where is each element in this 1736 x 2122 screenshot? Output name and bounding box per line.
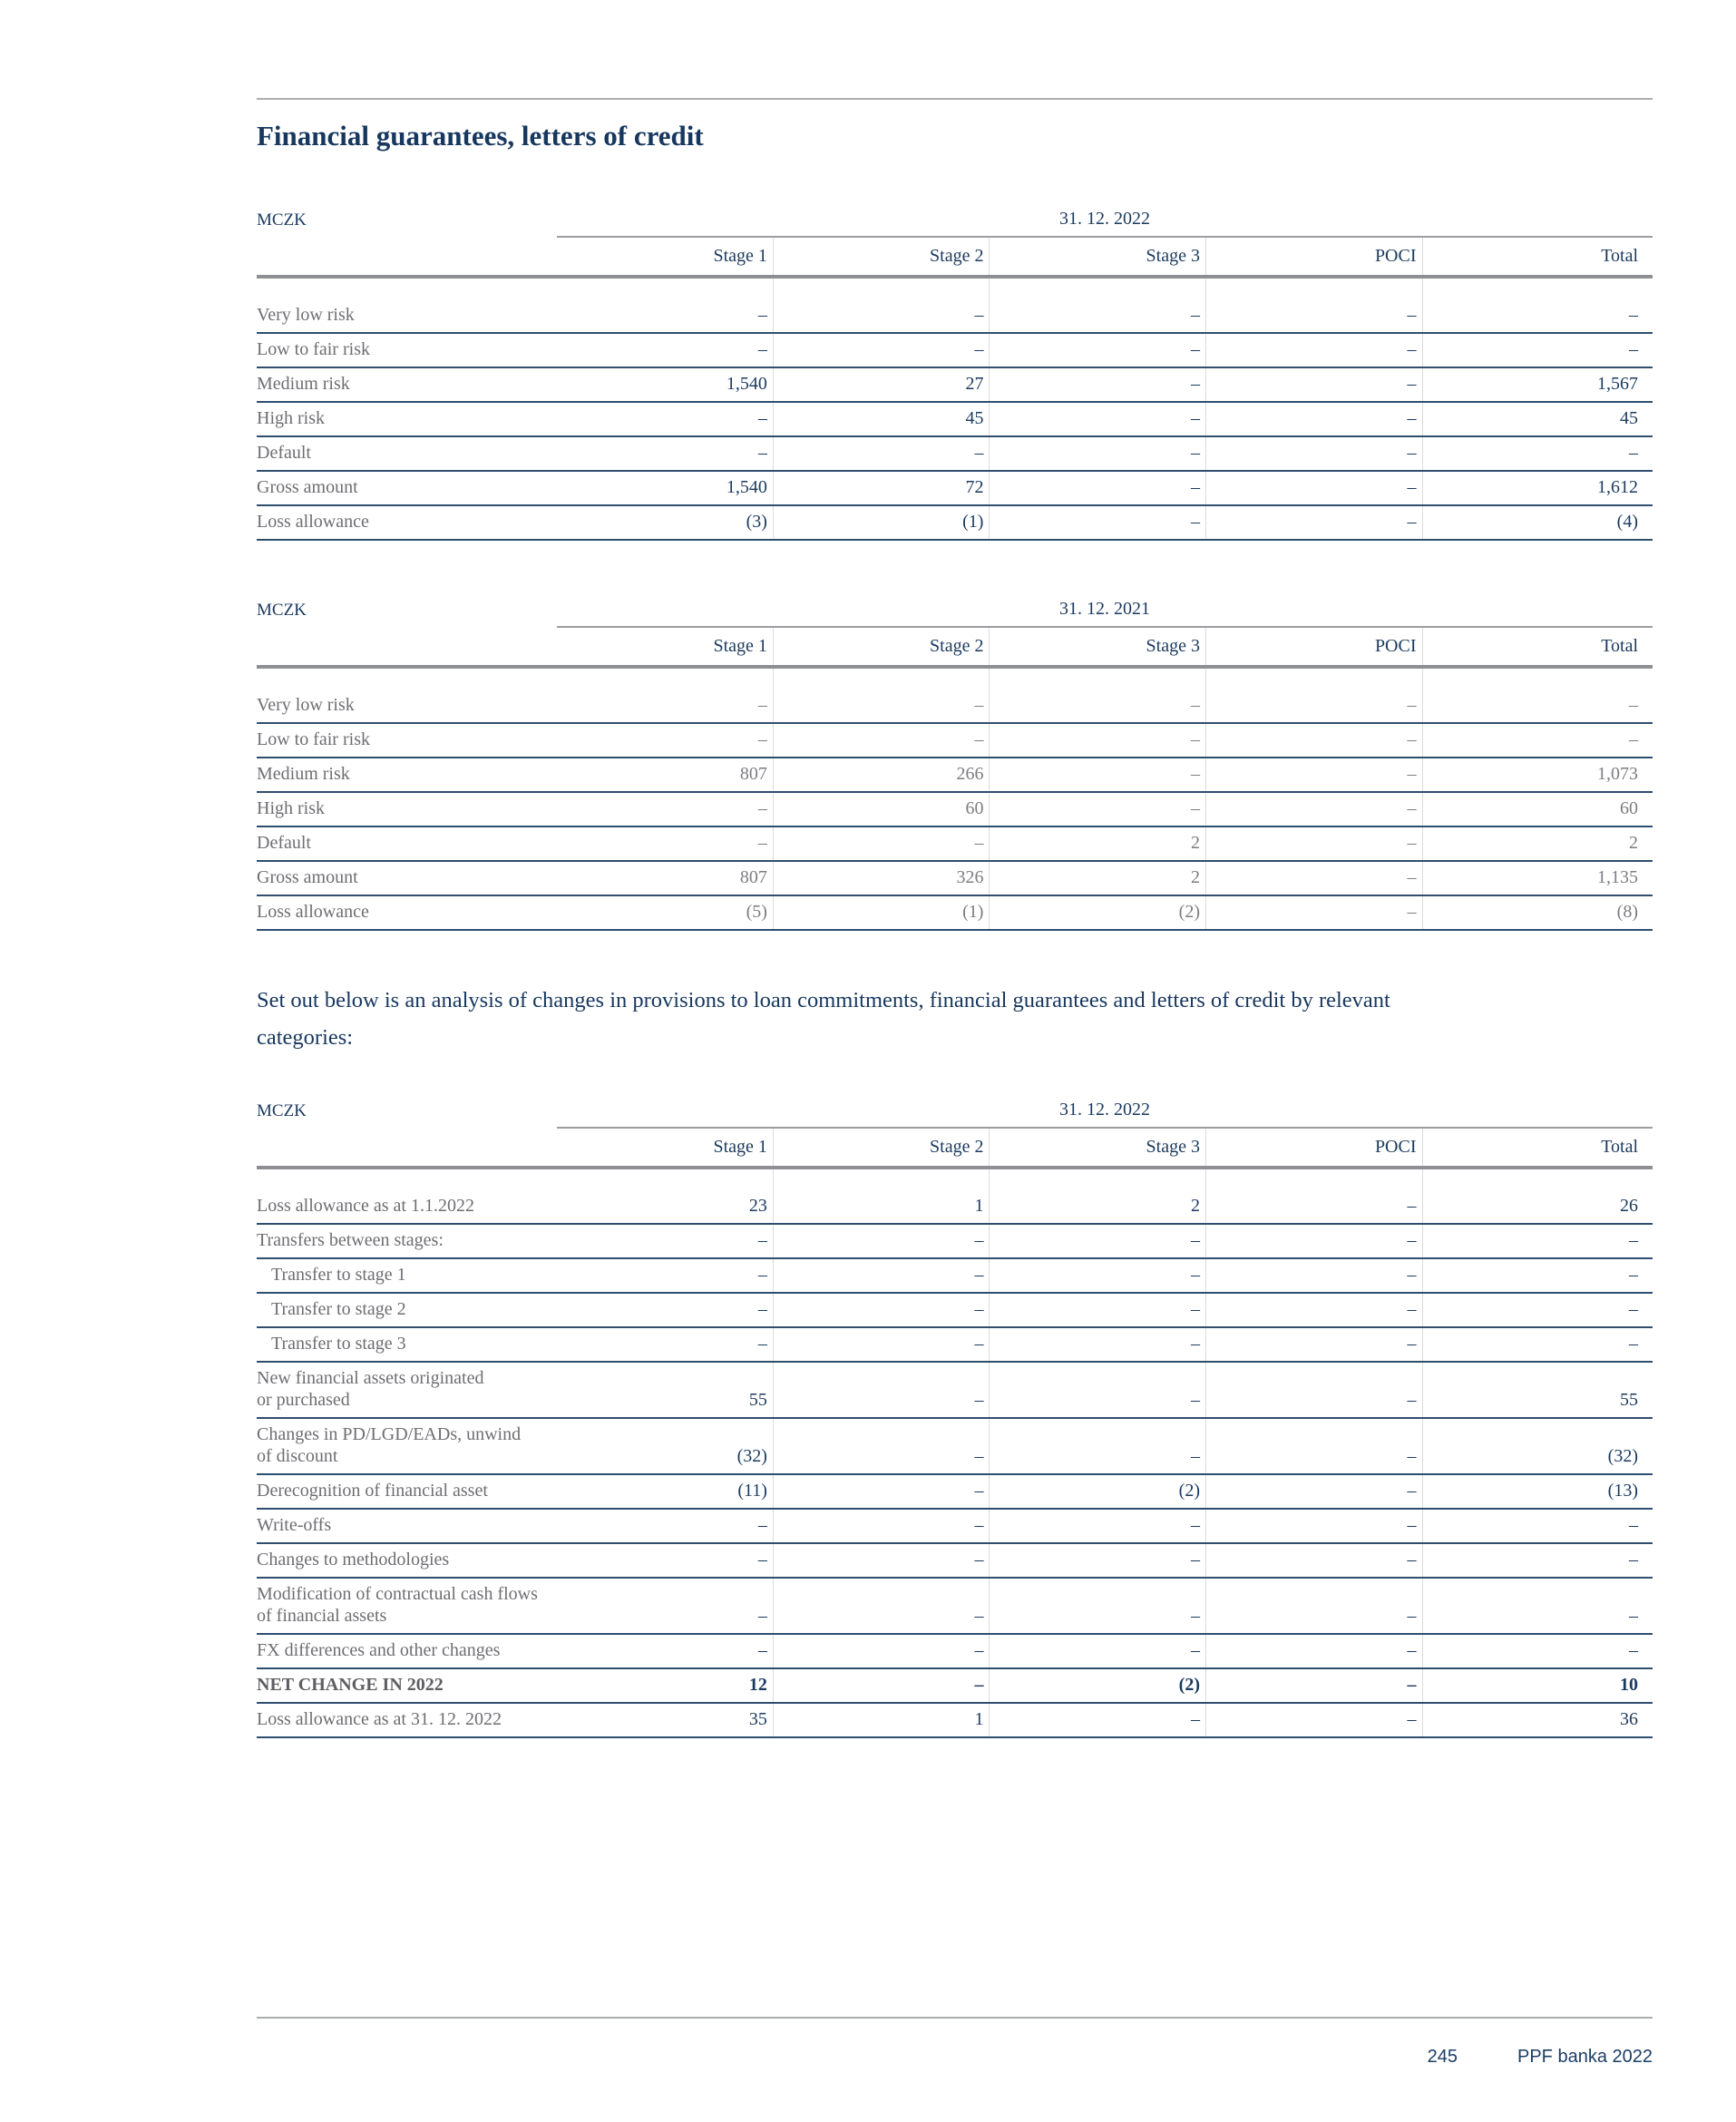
cell-value: – xyxy=(557,1578,774,1634)
cell-value: 326 xyxy=(773,861,990,895)
cell-value: – xyxy=(1205,667,1422,723)
cell-value: (5) xyxy=(557,895,774,930)
cell-value: 1,135 xyxy=(1422,861,1653,895)
row-label: Loss allowance as at 1.1.2022 xyxy=(257,1168,557,1224)
table-row xyxy=(257,861,1653,895)
cell-value: – xyxy=(1205,277,1422,333)
cell-value: – xyxy=(1205,758,1422,792)
cell-value: – xyxy=(557,1543,774,1578)
cell-value: (3) xyxy=(557,505,774,540)
cell-value: 55 xyxy=(1422,1362,1653,1418)
table-row xyxy=(257,436,1653,471)
cell-value: – xyxy=(1205,1578,1422,1634)
cell-value: – xyxy=(990,1578,1206,1634)
cell-value: – xyxy=(990,436,1206,471)
cell-value: – xyxy=(773,1258,990,1293)
column-header: POCI xyxy=(1205,237,1422,277)
cell-value: – xyxy=(1205,1703,1422,1737)
cell-value: (2) xyxy=(990,1668,1206,1703)
cell-value: – xyxy=(1205,1668,1422,1703)
cell-value: – xyxy=(557,723,774,758)
table-row xyxy=(257,1362,1653,1418)
cell-value: – xyxy=(773,1224,990,1258)
table-row xyxy=(257,505,1653,540)
footer-divider xyxy=(257,2017,1653,2019)
cell-value: – xyxy=(773,1293,990,1327)
cell-value: 266 xyxy=(773,758,990,792)
cell-value: – xyxy=(1205,1474,1422,1509)
cell-value: 1 xyxy=(773,1168,990,1224)
cell-value: – xyxy=(773,1327,990,1362)
cell-value: – xyxy=(773,667,990,723)
cell-value: – xyxy=(773,1418,990,1474)
row-label: Very low risk xyxy=(257,667,557,723)
cell-value: 60 xyxy=(773,792,990,826)
unit-label: MCZK xyxy=(257,1101,307,1120)
table-row xyxy=(257,333,1653,367)
table-row xyxy=(257,1543,1653,1578)
cell-value: – xyxy=(1422,333,1653,367)
cell-value: – xyxy=(557,277,774,333)
table-row xyxy=(257,471,1653,505)
cell-value: 1 xyxy=(773,1703,990,1737)
column-header: Stage 3 xyxy=(990,627,1206,667)
column-header: Stage 2 xyxy=(773,1128,990,1168)
cell-value: – xyxy=(1205,505,1422,540)
cell-value: – xyxy=(990,1509,1206,1543)
cell-value: – xyxy=(773,1543,990,1578)
cell-value: 2 xyxy=(990,1168,1206,1224)
cell-value: – xyxy=(990,1224,1206,1258)
column-header: POCI xyxy=(1205,1128,1422,1168)
financial-guarantees-table-2022 xyxy=(257,209,1653,541)
cell-value: – xyxy=(990,758,1206,792)
cell-value: 1,567 xyxy=(1422,367,1653,402)
table-row xyxy=(257,667,1653,723)
cell-value: – xyxy=(1205,471,1422,505)
cell-value: 1,540 xyxy=(557,471,774,505)
cell-value: – xyxy=(1205,826,1422,861)
table-row xyxy=(257,1703,1653,1737)
row-label: Low to fair risk xyxy=(257,723,557,758)
cell-value: – xyxy=(1205,1362,1422,1418)
cell-value: – xyxy=(557,1293,774,1327)
cell-value: – xyxy=(1205,1418,1422,1474)
cell-value: 55 xyxy=(557,1362,774,1418)
cell-value: 36 xyxy=(1422,1703,1653,1737)
column-header-spacer xyxy=(257,237,557,277)
cell-value: – xyxy=(990,1327,1206,1362)
cell-value: – xyxy=(557,402,774,436)
table-row xyxy=(257,1293,1653,1327)
intro-paragraph: Set out below is an analysis of changes in provisions to loan commitments, financial guarantees and letters of credit by relevant categories: xyxy=(257,988,1390,1050)
table-row xyxy=(257,1668,1653,1703)
cell-value: – xyxy=(1205,1258,1422,1293)
table-row xyxy=(257,792,1653,826)
table-row xyxy=(257,1224,1653,1258)
cell-value: – xyxy=(990,333,1206,367)
brand-text: PPF banka 2022 xyxy=(1517,2047,1653,2067)
table-row xyxy=(257,895,1653,930)
cell-value: – xyxy=(1422,1634,1653,1668)
row-label: Modification of contractual cash flows of financial assets xyxy=(257,1578,557,1634)
row-label: NET CHANGE IN 2022 xyxy=(257,1668,557,1703)
cell-value: – xyxy=(773,277,990,333)
financial-guarantees-table-2021 xyxy=(257,599,1653,931)
cell-value: – xyxy=(1422,1543,1653,1578)
financial-guarantees-table-2022 xyxy=(257,209,1653,541)
row-label: Medium risk xyxy=(257,367,557,402)
row-label: Loss allowance xyxy=(257,505,557,540)
table-row xyxy=(257,277,1653,333)
cell-value: – xyxy=(1205,792,1422,826)
cell-value: – xyxy=(1422,1224,1653,1258)
cell-value: – xyxy=(1205,367,1422,402)
cell-value: 2 xyxy=(1422,826,1653,861)
cell-value: – xyxy=(1205,723,1422,758)
column-header: Total xyxy=(1422,237,1653,277)
cell-value: 10 xyxy=(1422,1668,1653,1703)
page-number: 245 xyxy=(1427,2047,1458,2067)
cell-value: (32) xyxy=(1422,1418,1653,1474)
cell-value: – xyxy=(990,792,1206,826)
cell-value: – xyxy=(557,1224,774,1258)
cell-value: – xyxy=(990,1418,1206,1474)
page-footer xyxy=(257,2047,1653,2068)
row-label: Changes in PD/LGD/EADs, unwind of discount xyxy=(257,1418,557,1474)
cell-value: – xyxy=(1205,1509,1422,1543)
row-label: Transfers between stages: xyxy=(257,1224,557,1258)
cell-value: – xyxy=(557,667,774,723)
table-row xyxy=(257,723,1653,758)
cell-value: – xyxy=(1205,895,1422,930)
cell-value: – xyxy=(990,505,1206,540)
cell-value: (1) xyxy=(773,505,990,540)
cell-value: – xyxy=(990,1543,1206,1578)
cell-value: – xyxy=(1422,723,1653,758)
row-label: Gross amount xyxy=(257,861,557,895)
row-label: Changes to methodologies xyxy=(257,1543,557,1578)
cell-value: (2) xyxy=(990,895,1206,930)
top-divider xyxy=(257,98,1653,100)
row-label: High risk xyxy=(257,402,557,436)
cell-value: 23 xyxy=(557,1168,774,1224)
cell-value: – xyxy=(773,1362,990,1418)
date-header: 31. 12. 2022 xyxy=(557,1100,1653,1128)
row-label: Loss allowance as at 31. 12. 2022 xyxy=(257,1703,557,1737)
cell-value: (8) xyxy=(1422,895,1653,930)
row-label: New financial assets originated or purchased xyxy=(257,1362,557,1418)
cell-value: – xyxy=(773,826,990,861)
cell-value: – xyxy=(557,826,774,861)
cell-value: 60 xyxy=(1422,792,1653,826)
cell-value: (13) xyxy=(1422,1474,1653,1509)
cell-value: – xyxy=(773,1578,990,1634)
column-header: Total xyxy=(1422,627,1653,667)
table-row xyxy=(257,1258,1653,1293)
cell-value: – xyxy=(990,1703,1206,1737)
cell-value: – xyxy=(773,1634,990,1668)
column-header: Stage 2 xyxy=(773,627,990,667)
column-header-spacer xyxy=(257,1128,557,1168)
date-header: 31. 12. 2022 xyxy=(557,209,1653,237)
cell-value: – xyxy=(773,1668,990,1703)
cell-value: – xyxy=(1205,333,1422,367)
row-label: Write-offs xyxy=(257,1509,557,1543)
cell-value: – xyxy=(557,436,774,471)
cell-value: 1,540 xyxy=(557,367,774,402)
row-label: Very low risk xyxy=(257,277,557,333)
cell-value: – xyxy=(1422,1509,1653,1543)
cell-value: – xyxy=(1205,1634,1422,1668)
table-row xyxy=(257,1327,1653,1362)
table-row xyxy=(257,402,1653,436)
column-header: Stage 3 xyxy=(990,1128,1206,1168)
cell-value: 12 xyxy=(557,1668,774,1703)
cell-value: – xyxy=(990,367,1206,402)
cell-value: – xyxy=(990,667,1206,723)
cell-value: 807 xyxy=(557,861,774,895)
cell-value: – xyxy=(557,1509,774,1543)
cell-value: – xyxy=(990,1362,1206,1418)
cell-value: 2 xyxy=(990,826,1206,861)
cell-value: (4) xyxy=(1422,505,1653,540)
cell-value: – xyxy=(773,436,990,471)
provisions-changes-table-2022 xyxy=(257,1100,1653,1738)
financial-guarantees-table-2021 xyxy=(257,599,1653,931)
cell-value: – xyxy=(1422,1293,1653,1327)
table-row xyxy=(257,367,1653,402)
cell-value: – xyxy=(1205,1293,1422,1327)
cell-value: – xyxy=(990,1293,1206,1327)
cell-value: – xyxy=(1205,1224,1422,1258)
cell-value: – xyxy=(990,1634,1206,1668)
table-row xyxy=(257,826,1653,861)
row-label: Loss allowance xyxy=(257,895,557,930)
table-row xyxy=(257,1509,1653,1543)
row-label: High risk xyxy=(257,792,557,826)
cell-value: (1) xyxy=(773,895,990,930)
column-header: Stage 3 xyxy=(990,237,1206,277)
row-label: Medium risk xyxy=(257,758,557,792)
cell-value: (11) xyxy=(557,1474,774,1509)
row-label: FX differences and other changes xyxy=(257,1634,557,1668)
column-header: Stage 1 xyxy=(557,237,774,277)
cell-value: – xyxy=(557,1327,774,1362)
column-header: Total xyxy=(1422,1128,1653,1168)
cell-value: – xyxy=(557,792,774,826)
column-header: Stage 1 xyxy=(557,627,774,667)
cell-value: – xyxy=(773,1474,990,1509)
table-row xyxy=(257,1168,1653,1224)
cell-value: – xyxy=(1205,436,1422,471)
cell-value: – xyxy=(773,1509,990,1543)
cell-value: – xyxy=(990,723,1206,758)
cell-value: – xyxy=(1205,1168,1422,1224)
cell-value: (2) xyxy=(990,1474,1206,1509)
cell-value: 45 xyxy=(773,402,990,436)
column-header-spacer xyxy=(257,627,557,667)
table-row xyxy=(257,1634,1653,1668)
provisions-changes-table-2022 xyxy=(257,1100,1653,1738)
cell-value: – xyxy=(1205,1543,1422,1578)
column-header: Stage 2 xyxy=(773,237,990,277)
cell-value: 1,612 xyxy=(1422,471,1653,505)
cell-value: – xyxy=(557,1634,774,1668)
cell-value: 2 xyxy=(990,861,1206,895)
table-row xyxy=(257,1578,1653,1634)
cell-value: 35 xyxy=(557,1703,774,1737)
row-label: Derecognition of financial asset xyxy=(257,1474,557,1509)
cell-value: – xyxy=(990,1258,1206,1293)
column-header: POCI xyxy=(1205,627,1422,667)
date-header: 31. 12. 2021 xyxy=(557,599,1653,627)
cell-value: – xyxy=(1422,1258,1653,1293)
cell-value: 27 xyxy=(773,367,990,402)
page-title: Financial guarantees, letters of credit xyxy=(257,120,704,152)
cell-value: 45 xyxy=(1422,402,1653,436)
unit-label: MCZK xyxy=(257,601,307,620)
cell-value: – xyxy=(1422,436,1653,471)
cell-value: – xyxy=(773,723,990,758)
cell-value: 807 xyxy=(557,758,774,792)
cell-value: – xyxy=(557,1258,774,1293)
cell-value: – xyxy=(1205,402,1422,436)
row-label: Gross amount xyxy=(257,471,557,505)
cell-value: – xyxy=(990,471,1206,505)
cell-value: – xyxy=(1422,667,1653,723)
table-row xyxy=(257,1474,1653,1509)
row-label: Default xyxy=(257,436,557,471)
row-label: Low to fair risk xyxy=(257,333,557,367)
table-row xyxy=(257,1418,1653,1474)
cell-value: – xyxy=(1205,1327,1422,1362)
cell-value: 72 xyxy=(773,471,990,505)
cell-value: 26 xyxy=(1422,1168,1653,1224)
cell-value: – xyxy=(990,402,1206,436)
row-label: Transfer to stage 3 xyxy=(257,1327,557,1362)
table-row xyxy=(257,758,1653,792)
row-label: Transfer to stage 2 xyxy=(257,1293,557,1327)
row-label: Transfer to stage 1 xyxy=(257,1258,557,1293)
cell-value: 1,073 xyxy=(1422,758,1653,792)
cell-value: – xyxy=(990,277,1206,333)
cell-value: – xyxy=(1422,1327,1653,1362)
cell-value: – xyxy=(1422,277,1653,333)
cell-value: – xyxy=(1422,1578,1653,1634)
unit-label: MCZK xyxy=(257,210,307,230)
cell-value: – xyxy=(557,333,774,367)
row-label: Default xyxy=(257,826,557,861)
cell-value: (32) xyxy=(557,1418,774,1474)
column-header: Stage 1 xyxy=(557,1128,774,1168)
cell-value: – xyxy=(1205,861,1422,895)
cell-value: – xyxy=(773,333,990,367)
